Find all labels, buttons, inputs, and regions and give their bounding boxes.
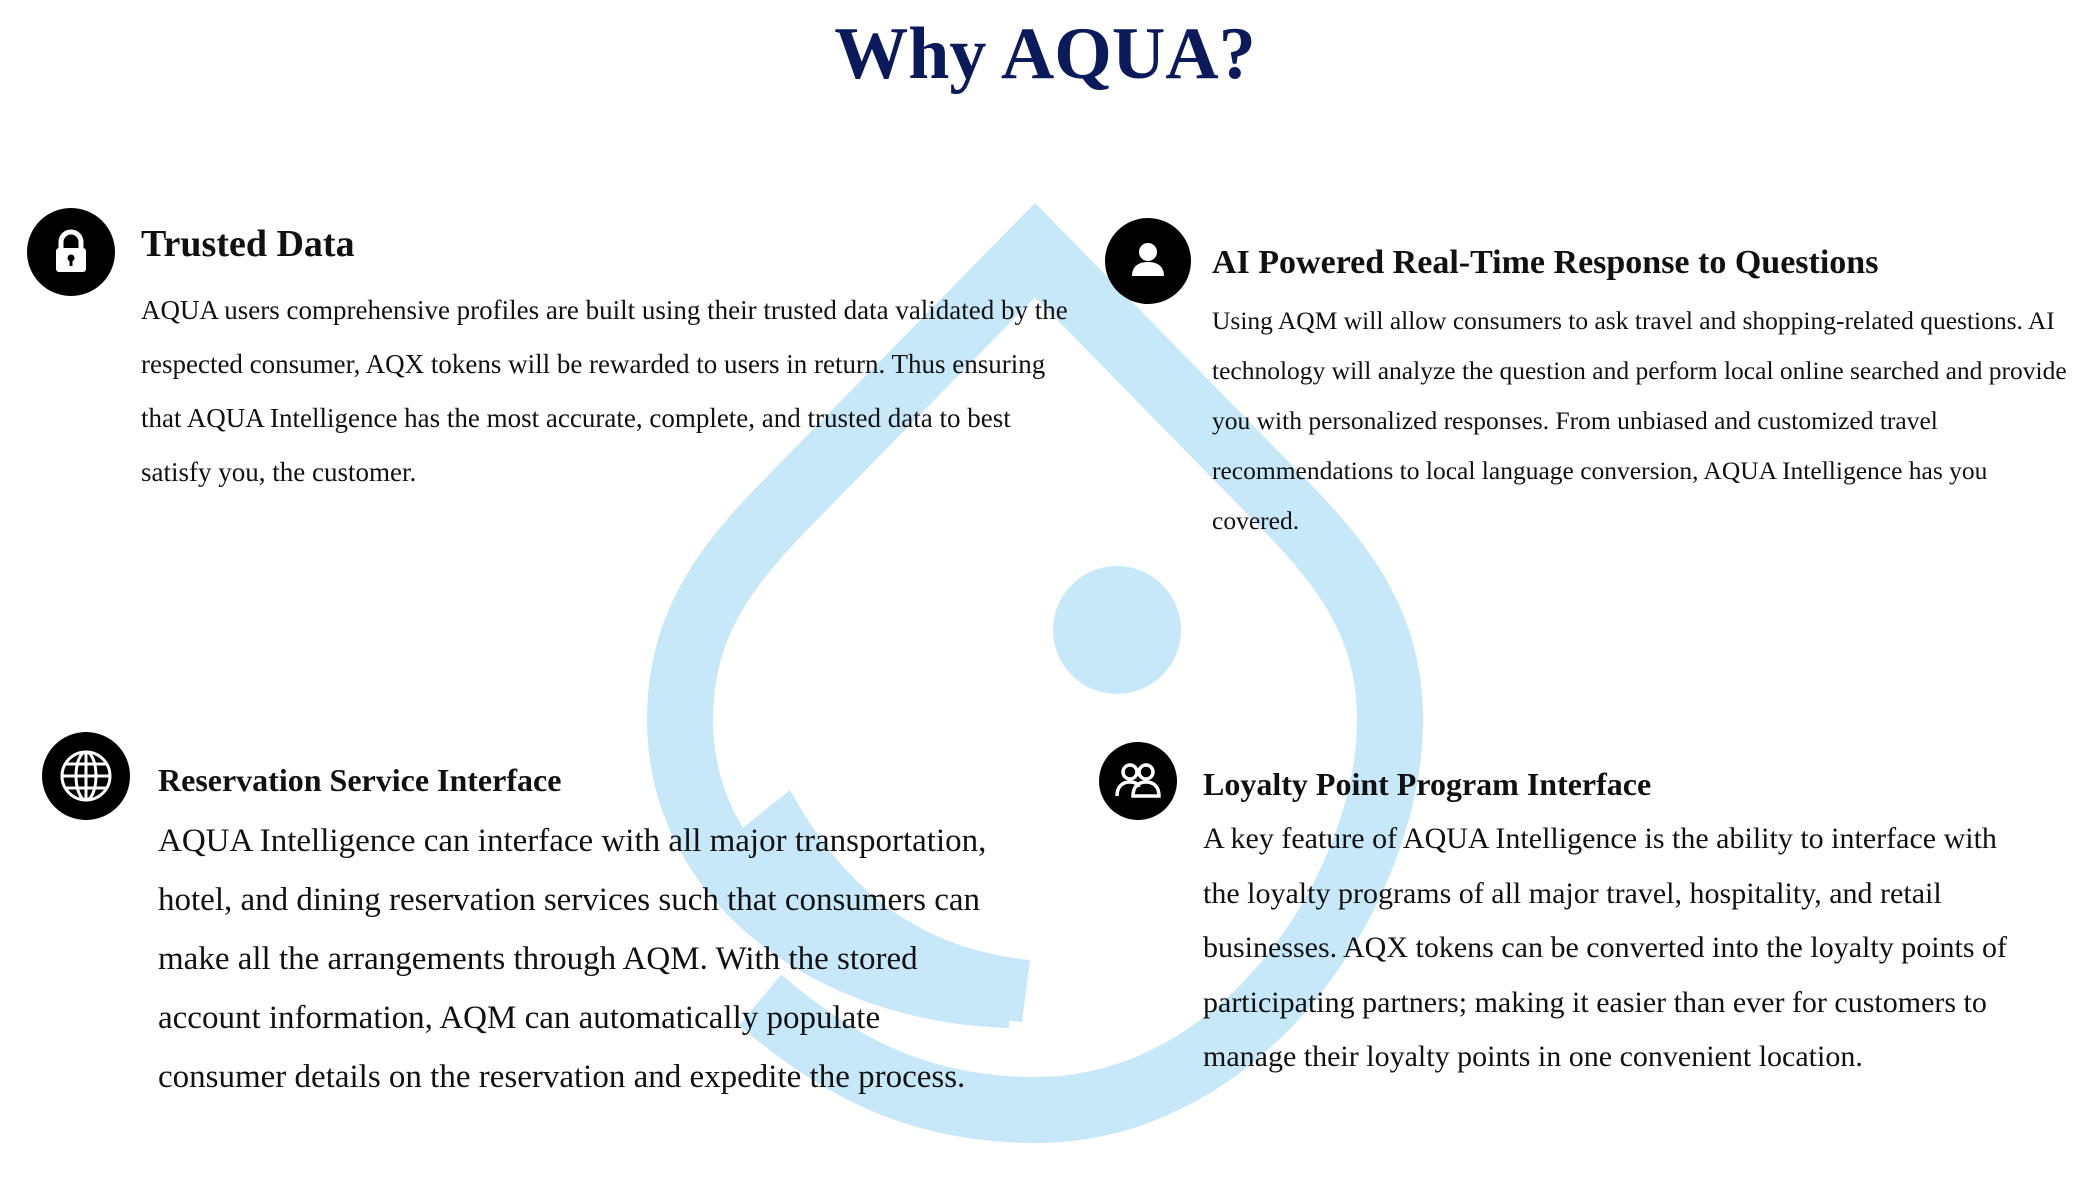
feature-title: Loyalty Point Program Interface <box>1203 766 1652 802</box>
page-title: Why AQUA? <box>834 13 1256 95</box>
feature-description: A key feature of AQUA Intelligence is the ability to interface with the loyalty programs of all major travel, hospitality, and retail businesses. AQX tokens can be converted into the loyalty points of participating partners; making it easier than ever for customers to manage their loyalty points in one convenient location. <box>1203 822 2008 1073</box>
feature-title: Trusted Data <box>141 223 355 265</box>
lock-icon <box>27 208 115 296</box>
feature-title: AI Powered Real-Time Response to Questions <box>1212 244 1879 281</box>
feature-description: Using AQM will allow consumers to ask travel and shopping-related questions. AI technology will analyze the question and perform local online searched and provide you with personalized responses. From unbiased and customized travel recommendations to local language conversion, AQUA Intelligence has you covered. <box>1212 306 2067 535</box>
globe-icon <box>42 732 130 820</box>
feature-description: AQUA users comprehensive profiles are built using their trusted data validated by the respected consumer, AQX tokens will be rewarded to users in return. Thus ensuring that AQUA Intelligence has the most accurate, complete, and trusted data to best satisfy you, the customer. <box>141 295 1068 487</box>
feature-description: AQUA Intelligence can interface with all major transportation, hotel, and dining reservation services such that consumers can make all the arrangements through AQM. With the stored account information, AQM can automatically populate consumer details on the reservation and expedite the process. <box>158 823 987 1095</box>
drop-dot <box>1053 566 1181 694</box>
feature-title: Reservation Service Interface <box>158 762 562 798</box>
user-icon <box>1105 218 1191 304</box>
users-icon <box>1099 742 1177 820</box>
